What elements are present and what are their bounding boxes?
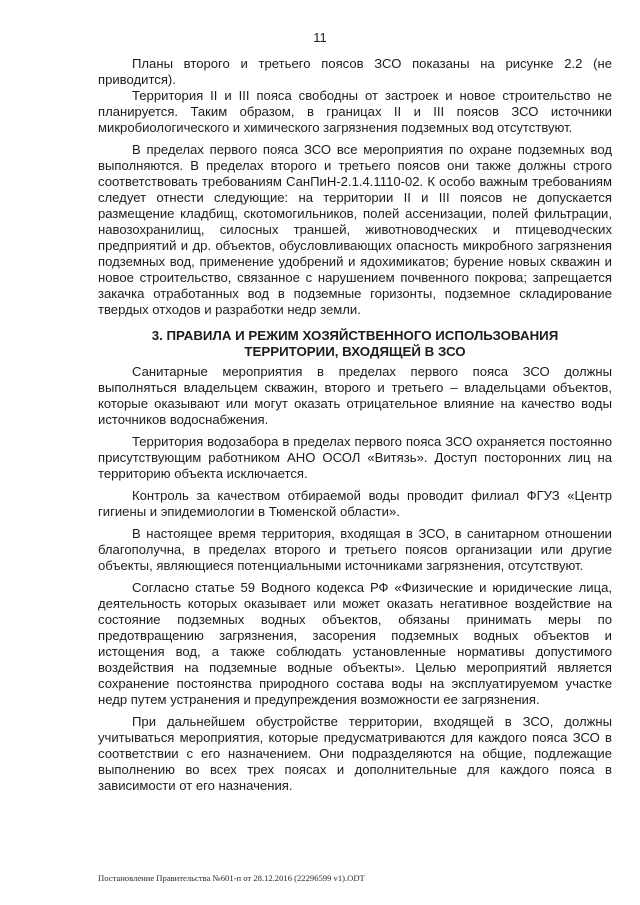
paragraph: Планы второго и третьего поясов ЗСО показаны на рисунке 2.2 (не приводится). xyxy=(98,56,612,87)
paragraph: Согласно статье 59 Водного кодекса РФ «Физические и юридические лица, деятельность которых оказывает или может оказать негативное воздействие на состояние подземных водных объектов, обязаны принимать меры по предотвращению загрязнения, засорения подземных водных объектов и истощения вод, а также соблюдать установленные нормативы допустимого воздействия на подземные водные объекты». Целью мероприятий является сохранение постоянства природного состава воды на эксплуатируемом участке недр путем устранения и предупреждения возможности ее загрязнения. xyxy=(98,580,612,707)
document-body xyxy=(98,56,612,794)
paragraph: В настоящее время территория, входящая в ЗСО, в санитарном отношении благополучна, в пределах второго и третьего поясов организации или другие объекты, являющиеся потенциальными источниками загрязнения, отсутствуют. xyxy=(98,526,612,573)
page-number: 11 xyxy=(313,30,327,45)
section-heading xyxy=(98,328,612,360)
section-heading-line: 3. ПРАВИЛА И РЕЖИМ ХОЗЯЙСТВЕННОГО ИСПОЛЬЗОВАНИЯ xyxy=(151,328,559,343)
paragraph: Территория II и III пояса свободны от застроек и новое строительство не планируется. Таким образом, в границах II и III поясов ЗСО источники микробиологического и химического загрязнения подземных вод отсутствуют. xyxy=(98,88,612,135)
paragraph: В пределах первого пояса ЗСО все мероприятия по охране подземных вод выполняются. В пределах второго и третьего поясов они также должны строго соответствовать требованиям СанПиН-2.1.4.1110-02. К особо важным требованиям следует отнести следующие: на территории II и III поясов не допускается размещение кладбищ, скотомогильников, полей ассенизации, полей фильтрации, навозохранилищ, силосных траншей, животноводческих и птицеводческих предприятий и др. объектов, обусловливающих опасность микробного загрязнения подземных вод, применение удобрений и ядохимикатов; бурение новых скважин и новое строительство, связанное с нарушением почвенного покрова; запрещается закачка отработанных вод в подземные горизонты, подземное складирование твердых отходов и разработки недр земли. xyxy=(98,142,612,317)
paragraph: При дальнейшем обустройстве территории, входящей в ЗСО, должны учитываться мероприятия, которые предусматриваются для каждого пояса ЗСО в соответствии с его назначением. Они подразделяются на общие, подлежащие выполнению во всех трех поясах и дополнительные для каждого пояса в зависимости от его назначения. xyxy=(98,714,612,793)
paragraph: Территория водозабора в пределах первого пояса ЗСО охраняется постоянно присутствующим работником АНО ОСОЛ «Витязь». Доступ посторонних лиц на территорию объекта исключается. xyxy=(98,434,612,481)
paragraph: Контроль за качеством отбираемой воды проводит филиал ФГУЗ «Центр гигиены и эпидемиологии в Тюменской области». xyxy=(98,488,612,519)
document-footer: Постановление Правительства №601-п от 28.12.2016 (22296599 v1).ODT xyxy=(98,873,365,883)
paragraph: Санитарные мероприятия в пределах первого пояса ЗСО должны выполняться владельцем скважин, второго и третьего – владельцами объектов, которые оказывают или могут оказать отрицательное влияние на качество воды источников водоснабжения. xyxy=(98,364,612,427)
section-heading-line: ТЕРРИТОРИИ, ВХОДЯЩЕЙ В ЗСО xyxy=(244,344,466,359)
